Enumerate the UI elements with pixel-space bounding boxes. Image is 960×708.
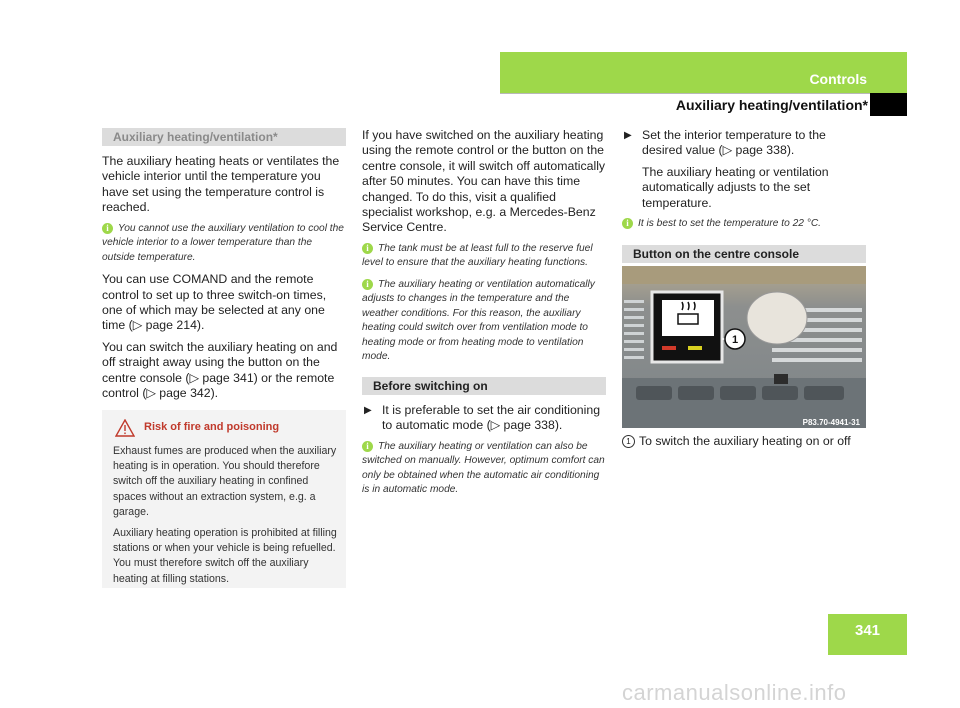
- bullet-arrow-icon: ▶: [624, 130, 632, 141]
- info-note: i You cannot use the auxiliary ventilation to cool the vehicle interior to a lower temperature than the outside temperature.: [102, 222, 344, 263]
- section-heading-before-switching: Before switching on: [362, 377, 606, 395]
- header-rule: [500, 93, 907, 94]
- page-number: 341: [854, 622, 881, 639]
- photo-caption: 1 To switch the auxiliary heating on or off: [622, 434, 851, 448]
- page-number-box: [828, 614, 907, 655]
- info-icon: i: [102, 223, 113, 234]
- warning-body: [113, 444, 341, 593]
- callout-number: 1: [731, 334, 739, 346]
- result-paragraph: The auxiliary heating or ventilation automatically adjusts to the set temperature.: [642, 164, 829, 210]
- warning-box: [102, 410, 346, 588]
- watermark: carmanualsonline.info: [622, 680, 847, 705]
- instruction-step: ▶ Set the interior temperature to the desired value (▷ page 338).: [624, 128, 826, 158]
- column-2: [362, 128, 606, 505]
- info-icon: i: [362, 243, 373, 254]
- column-1: [102, 128, 346, 407]
- info-note: i The auxiliary heating or ventilation automatically adjusts to changes in the temperature and the weather conditions. For this reason, the auxiliary heating could switch over from ventilation mode to heating mode or from heating mode to ventilation mode.: [362, 278, 595, 363]
- switch-paragraph: You can switch the auxiliary heating on and off straight away using the button on the centre console (▷ page 341) or the remote control (▷ page 342).: [102, 339, 338, 400]
- section-heading-aux-heating: Auxiliary heating/ventilation*: [102, 128, 346, 146]
- info-note: i The auxiliary heating or ventilation can also be switched on manually. However, optimum comfort can only be obtained when the automatic air conditioning is in automatic mode.: [362, 440, 605, 496]
- warning-title: Risk of fire and poisoning: [144, 421, 280, 433]
- centre-console-photo: [622, 266, 866, 428]
- callout-number-icon: 1: [622, 435, 635, 448]
- section-tab: [500, 52, 907, 93]
- header-marker: [870, 93, 907, 116]
- instruction-step: ▶ It is preferable to set the air conditioning to automatic mode (▷ page 338).: [364, 402, 601, 433]
- section-heading-button: Button on the centre console: [622, 245, 866, 263]
- info-icon: i: [362, 441, 373, 452]
- info-icon: i: [622, 218, 633, 229]
- bullet-arrow-icon: ▶: [364, 404, 372, 416]
- warning-icon: [115, 419, 135, 442]
- column-3: [622, 128, 866, 271]
- photo-code: P83.70-4941-31: [802, 418, 860, 427]
- warning-paragraph: Auxiliary heating operation is prohibited at filling stations or when your vehicle is being refuelled. You must therefore switch off the auxiliary heating at filling stations.: [113, 527, 337, 585]
- warning-paragraph: Exhaust fumes are produced when the auxiliary heating is in operation. You should therefore switch off the auxiliary heating in confined spaces without an extraction system, e.g. a garage.: [113, 445, 337, 518]
- page-title: Auxiliary heating/ventilation*: [675, 97, 868, 113]
- comand-paragraph: You can use COMAND and the remote control to set up to three switch-on times, one of which may be selected at any one time (▷ page 214).: [102, 272, 327, 333]
- section-label: Controls: [809, 71, 867, 87]
- auto-off-paragraph: If you have switched on the auxiliary heating using the remote control or the button on the centre console, it will switch off automatically after 50 minutes. You can have this time changed. To do this, visit a qualified specialist workshop, e.g. a Mercedes-Benz Service Centre.: [362, 128, 606, 235]
- info-icon: i: [362, 279, 373, 290]
- info-note: i The tank must be at least full to the reserve fuel level to ensure that the auxiliary heating functions.: [362, 242, 593, 269]
- intro-paragraph: The auxiliary heating heats or ventilates the vehicle interior until the temperature you have set using the temperature control is reached.: [102, 154, 340, 215]
- info-note: i It is best to set the temperature to 22 °C.: [622, 217, 866, 232]
